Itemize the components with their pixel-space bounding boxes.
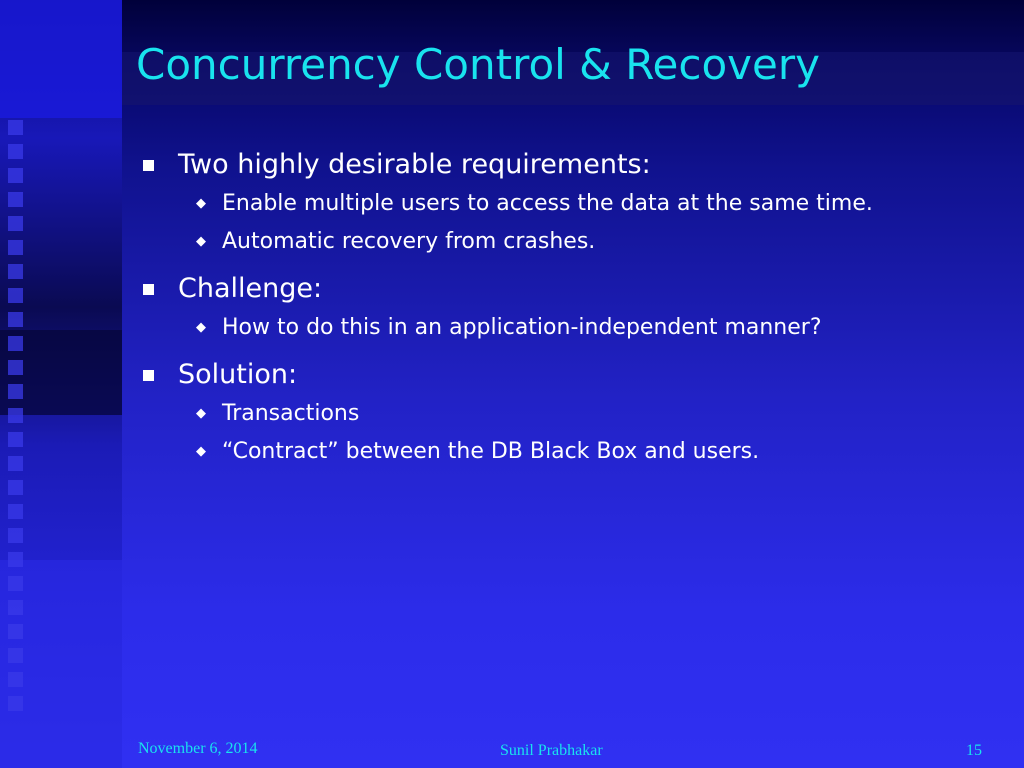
bullet-requirements [136, 145, 1016, 185]
bullet-text: Solution: [178, 359, 298, 390]
bullet-text: Two highly desirable requirements: [178, 149, 651, 180]
square-bullet-icon [143, 284, 154, 295]
sub-bullet-text: Enable multiple users to access the data at the same time. [222, 191, 873, 216]
footer-date: November 6, 2014 [138, 740, 258, 757]
diamond-bullet-icon: ◆ [196, 196, 206, 211]
sub-bullet-transactions [136, 395, 1016, 433]
bullet-challenge [136, 269, 1016, 309]
sub-bullet-contract [136, 433, 1016, 471]
bullet-text: Challenge: [178, 273, 323, 304]
square-bullet-icon [143, 370, 154, 381]
slide-title: Concurrency Control & Recovery [136, 40, 820, 89]
sub-bullet-how [136, 309, 1016, 347]
sub-bullet-multiple-users [136, 185, 1016, 223]
strip-band-top [0, 0, 122, 118]
bullet-solution [136, 355, 1016, 395]
sub-bullet-text: How to do this in an application-independent manner? [222, 315, 822, 340]
sub-bullet-text: “Contract” between the DB Black Box and users. [222, 439, 760, 464]
diamond-bullet-icon: ◆ [196, 320, 206, 335]
slide-content [136, 145, 1016, 471]
left-decorative-strip [0, 0, 122, 768]
footer-author: Sunil Prabhakar [500, 742, 603, 759]
diamond-bullet-icon: ◆ [196, 444, 206, 459]
decorative-squares [8, 120, 28, 720]
sub-bullet-text: Automatic recovery from crashes. [222, 229, 596, 254]
sub-bullet-text: Transactions [222, 401, 360, 426]
footer-page-number: 15 [966, 742, 982, 759]
square-bullet-icon [143, 160, 154, 171]
sub-bullet-recovery [136, 223, 1016, 261]
diamond-bullet-icon: ◆ [196, 406, 206, 421]
diamond-bullet-icon: ◆ [196, 234, 206, 249]
